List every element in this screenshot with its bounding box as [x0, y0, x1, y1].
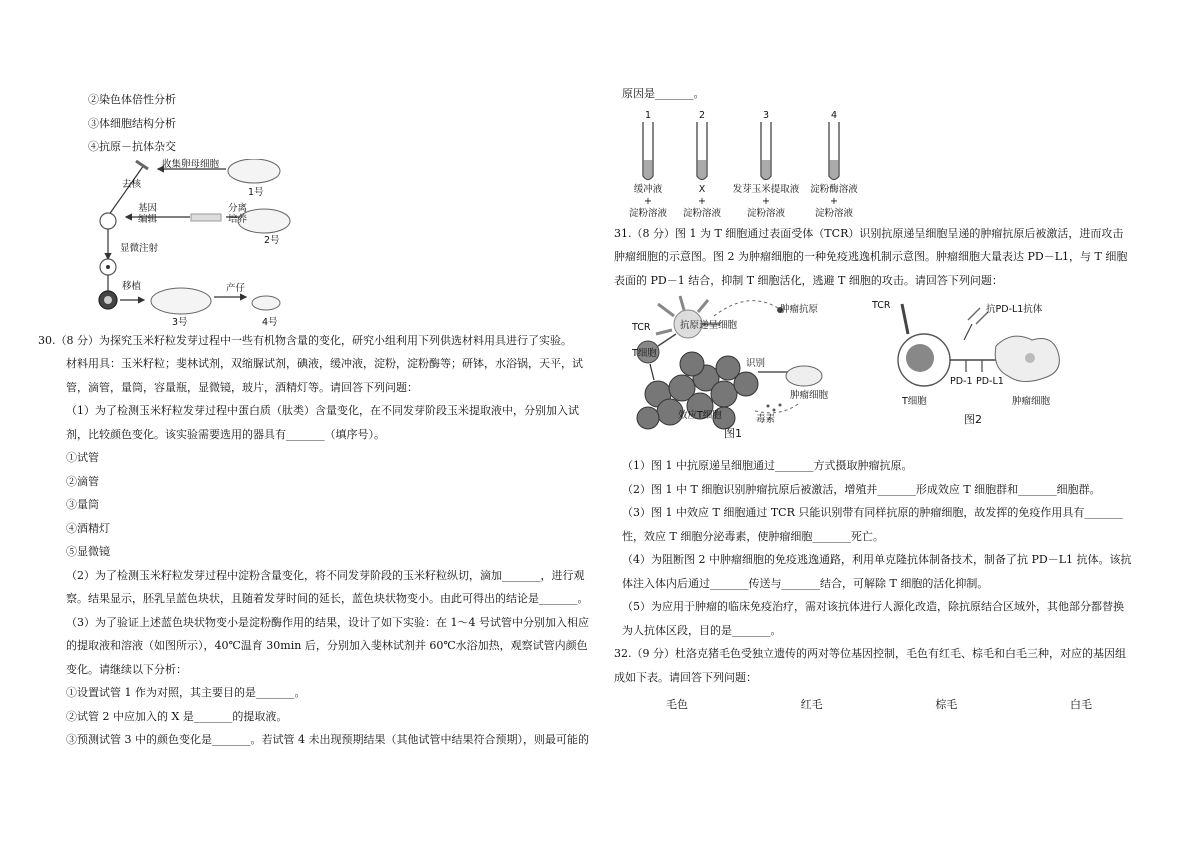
fig1-apc: 抗原递呈细胞	[680, 320, 738, 331]
tool-1: ①试管	[66, 451, 99, 464]
immune-figures	[622, 294, 1132, 454]
option-3: ③体细胞结构分析	[88, 116, 176, 130]
option-2: ②染色体倍性分析	[88, 93, 176, 106]
figure-1-diagram	[628, 294, 858, 444]
fig1-tcell: T细胞	[632, 348, 657, 359]
label-collect-eggs: 收集卵母细胞	[162, 158, 220, 170]
tube-2-top: X	[698, 183, 706, 195]
tube-4-top: 淀粉酶溶液	[810, 183, 858, 195]
fig2-tcr: TCR	[872, 300, 891, 311]
q31-part5: （5）为应用于肿瘤的临床免疫治疗，需对该抗体进行人源化改造，除抗原结合区域外，其他部分都替换为人抗体区段，目的是_______。	[622, 600, 1124, 637]
label-birth: 产仔	[226, 282, 246, 294]
fig2-pdl1: PD-L1	[976, 376, 1004, 387]
option-4: ④抗原－抗体杂交	[88, 140, 176, 153]
figure-1	[628, 294, 858, 444]
t-cell-nucleus	[906, 344, 934, 372]
toxin-dots	[767, 404, 782, 412]
fig1-recognize: 识别	[746, 358, 766, 369]
tube-1-bottom: 淀粉溶液	[628, 207, 667, 219]
tube-2-number: 2	[698, 109, 706, 121]
tube-2-bottom: 淀粉溶液	[682, 207, 721, 219]
right-column	[614, 87, 1132, 717]
test-tubes-figure	[622, 110, 1132, 222]
tube-4	[784, 110, 884, 220]
q31-part1: （1）图 1 中抗原递呈细胞通过_______方式摄取肿瘤抗原。	[622, 459, 913, 472]
label-microinject: 显微注射	[120, 242, 159, 254]
label-gene-edit: 基因 编辑	[138, 202, 158, 225]
tube-3-top: 发芽玉米提取液	[732, 183, 800, 195]
coat-color-table-header	[622, 693, 1132, 717]
label-enucleate: 去核	[122, 178, 142, 190]
tube-2-plus: +	[698, 195, 706, 207]
fig2-tumor-cell: 肿瘤细胞	[1012, 396, 1051, 407]
tube-4-plus: +	[830, 195, 838, 207]
q30-part3a: ①设置试管 1 作为对照，其主要目的是_______。	[66, 686, 306, 699]
table-header-white: 白毛	[1069, 698, 1092, 711]
fig2-pd1: PD-1	[950, 376, 973, 387]
q30-materials: 材料用具：玉米籽粒；斐林试剂，双缩脲试剂，碘液，缓冲液，淀粉，淀粉酶等；研钵，水浴锅，天平，试管，滴管，量筒，容量瓶，显微镜，玻片，酒精灯等。请回答下列问题：	[66, 357, 583, 394]
q30-part2: （2）为了检测玉米籽粒发芽过程中淀粉含量变化，将不同发芽阶段的玉米籽粒纵切，滴加_______，进行观察。结果显示，胚乳呈蓝色块状，且随着发芽时间的延长，蓝色块状物变小。由此可得出的结论是_______。	[66, 568, 589, 605]
fig1-tcr: TCR	[632, 322, 651, 333]
fig1-tumor-cell: 肿瘤细胞	[790, 390, 829, 401]
tube-1-top: 缓冲液	[633, 183, 663, 195]
fig1-tumor-antigen: 肿瘤抗原	[780, 304, 819, 315]
fig1-toxin: 毒素	[756, 414, 776, 425]
tool-3: ③量筒	[66, 498, 99, 511]
fig2-caption: 图2	[964, 413, 982, 426]
pig-1	[228, 159, 280, 183]
fig1-caption: 图1	[724, 427, 742, 440]
q30-part3: （3）为了验证上述蓝色块状物变小是淀粉酶作用的结果，设计了如下实验：在 1～4 号试管中分别加入相应的提取液和溶液（如图所示），40℃温育 30min 后，分别加入斐林试剂并 60℃水浴加热，观察试管内颜色变化。请继续以下分析：	[66, 615, 589, 676]
fig2-tcell: T细胞	[902, 396, 927, 407]
label-isolate-culture: 分离 培养	[228, 202, 248, 225]
tube-2-glass	[694, 122, 710, 184]
tube-4-bottom: 淀粉溶液	[814, 207, 853, 219]
tool-5: ⑤显微镜	[66, 545, 110, 558]
q32-intro: 32.（9 分）杜洛克猪毛色受独立遗传的两对等位基因控制，毛色有红毛、棕毛和白毛三种，对应的基因组成如下表。请回答下列问题：	[614, 647, 1126, 684]
pig-3	[151, 288, 211, 314]
apc-cell	[656, 296, 720, 338]
q30-part3c: ③预测试管 3 中的颜色变化是_______。若试管 4 未出现预期结果（其他试管中结果符合预期），则最可能的	[66, 733, 589, 746]
q31-part3: （3）图 1 中效应 T 细胞通过 TCR 只能识别带有同样抗原的肿瘤细胞，故发挥的免疫作用具有_______性，效应 T 细胞分泌毒素，使肿瘤细胞_______死亡。	[622, 506, 1123, 543]
tool-4: ④酒精灯	[66, 521, 110, 535]
tube-3-plus: +	[762, 195, 770, 207]
fig2-antibody: 抗PD-L1抗体	[986, 304, 1043, 315]
label-transplant: 移植	[122, 280, 142, 292]
q30-intro: 30.（8 分）为探究玉米籽粒发芽过程中一些有机物含量的变化，研究小组利用下列供选材料用具进行了实验。	[38, 333, 572, 347]
q31-part4: （4）为阻断图 2 中肿瘤细胞的免疫逃逸通路，利用单克隆抗体制备技术，制备了抗 PD－L1 抗体。该抗体注入体内后通过_______传送与_______结合，可解除 T 细胞的活化抑制。	[622, 553, 1132, 590]
left-column	[38, 88, 590, 752]
label-pig3: 3号	[172, 316, 188, 328]
q31-part2: （2）图 1 中 T 细胞识别肿瘤抗原后被激活，增殖并_______形成效应 T 细胞群和_______细胞群。	[622, 482, 1101, 496]
table-header-red: 红毛	[800, 698, 823, 711]
dna-segment	[191, 214, 221, 221]
egg-cell	[100, 213, 116, 229]
tube-1-plus: +	[644, 195, 652, 207]
figure-2-diagram	[872, 300, 1072, 450]
tube-3-number: 3	[762, 109, 770, 121]
fig1-effector: 效应T细胞	[678, 410, 722, 421]
label-pig1: 1号	[248, 186, 264, 198]
label-pig4: 4号	[262, 316, 278, 328]
tumor-cell-1	[786, 366, 822, 386]
table-header-brown: 棕毛	[935, 698, 958, 711]
table-header-color: 毛色	[666, 698, 688, 711]
label-pig2: 2号	[264, 234, 280, 246]
q30-continuation: 原因是_______。	[622, 87, 705, 100]
q30-part3b: ②试管 2 中应加入的 X 是_______的提取液。	[66, 709, 288, 723]
q30-part1: （1）为了检测玉米籽粒发芽过程中蛋白质（肽类）含量变化，在不同发芽阶段玉米提取液中，分别加入试剂，比较颜色变化。该实验需要选用的器具有_______（填序号）。	[66, 404, 579, 441]
tool-2: ②滴管	[66, 474, 99, 488]
tube-4-glass	[826, 122, 842, 184]
pig-4	[252, 296, 280, 310]
tube-4-number: 4	[830, 109, 838, 121]
q31-intro: 31.（8 分）图 1 为 T 细胞通过表面受体（TCR）识别抗原递呈细胞呈递的肿瘤抗原后被激活，进而攻击肿瘤细胞的示意图。图 2 为肿瘤细胞的一种免疫逃逸机制示意图。肿瘤细胞大量表达 PD－L1，与 T 细胞表面的 PD－1 结合，抑制 T 细胞活化，逃避 T 细胞的攻击。请回答下列问题：	[614, 226, 1128, 287]
tube-3-glass	[758, 122, 774, 184]
tube-1-number: 1	[644, 109, 652, 121]
tube-3-bottom: 淀粉溶液	[746, 207, 785, 219]
figure-2	[872, 300, 1072, 450]
pig-cloning-figure	[86, 159, 590, 329]
